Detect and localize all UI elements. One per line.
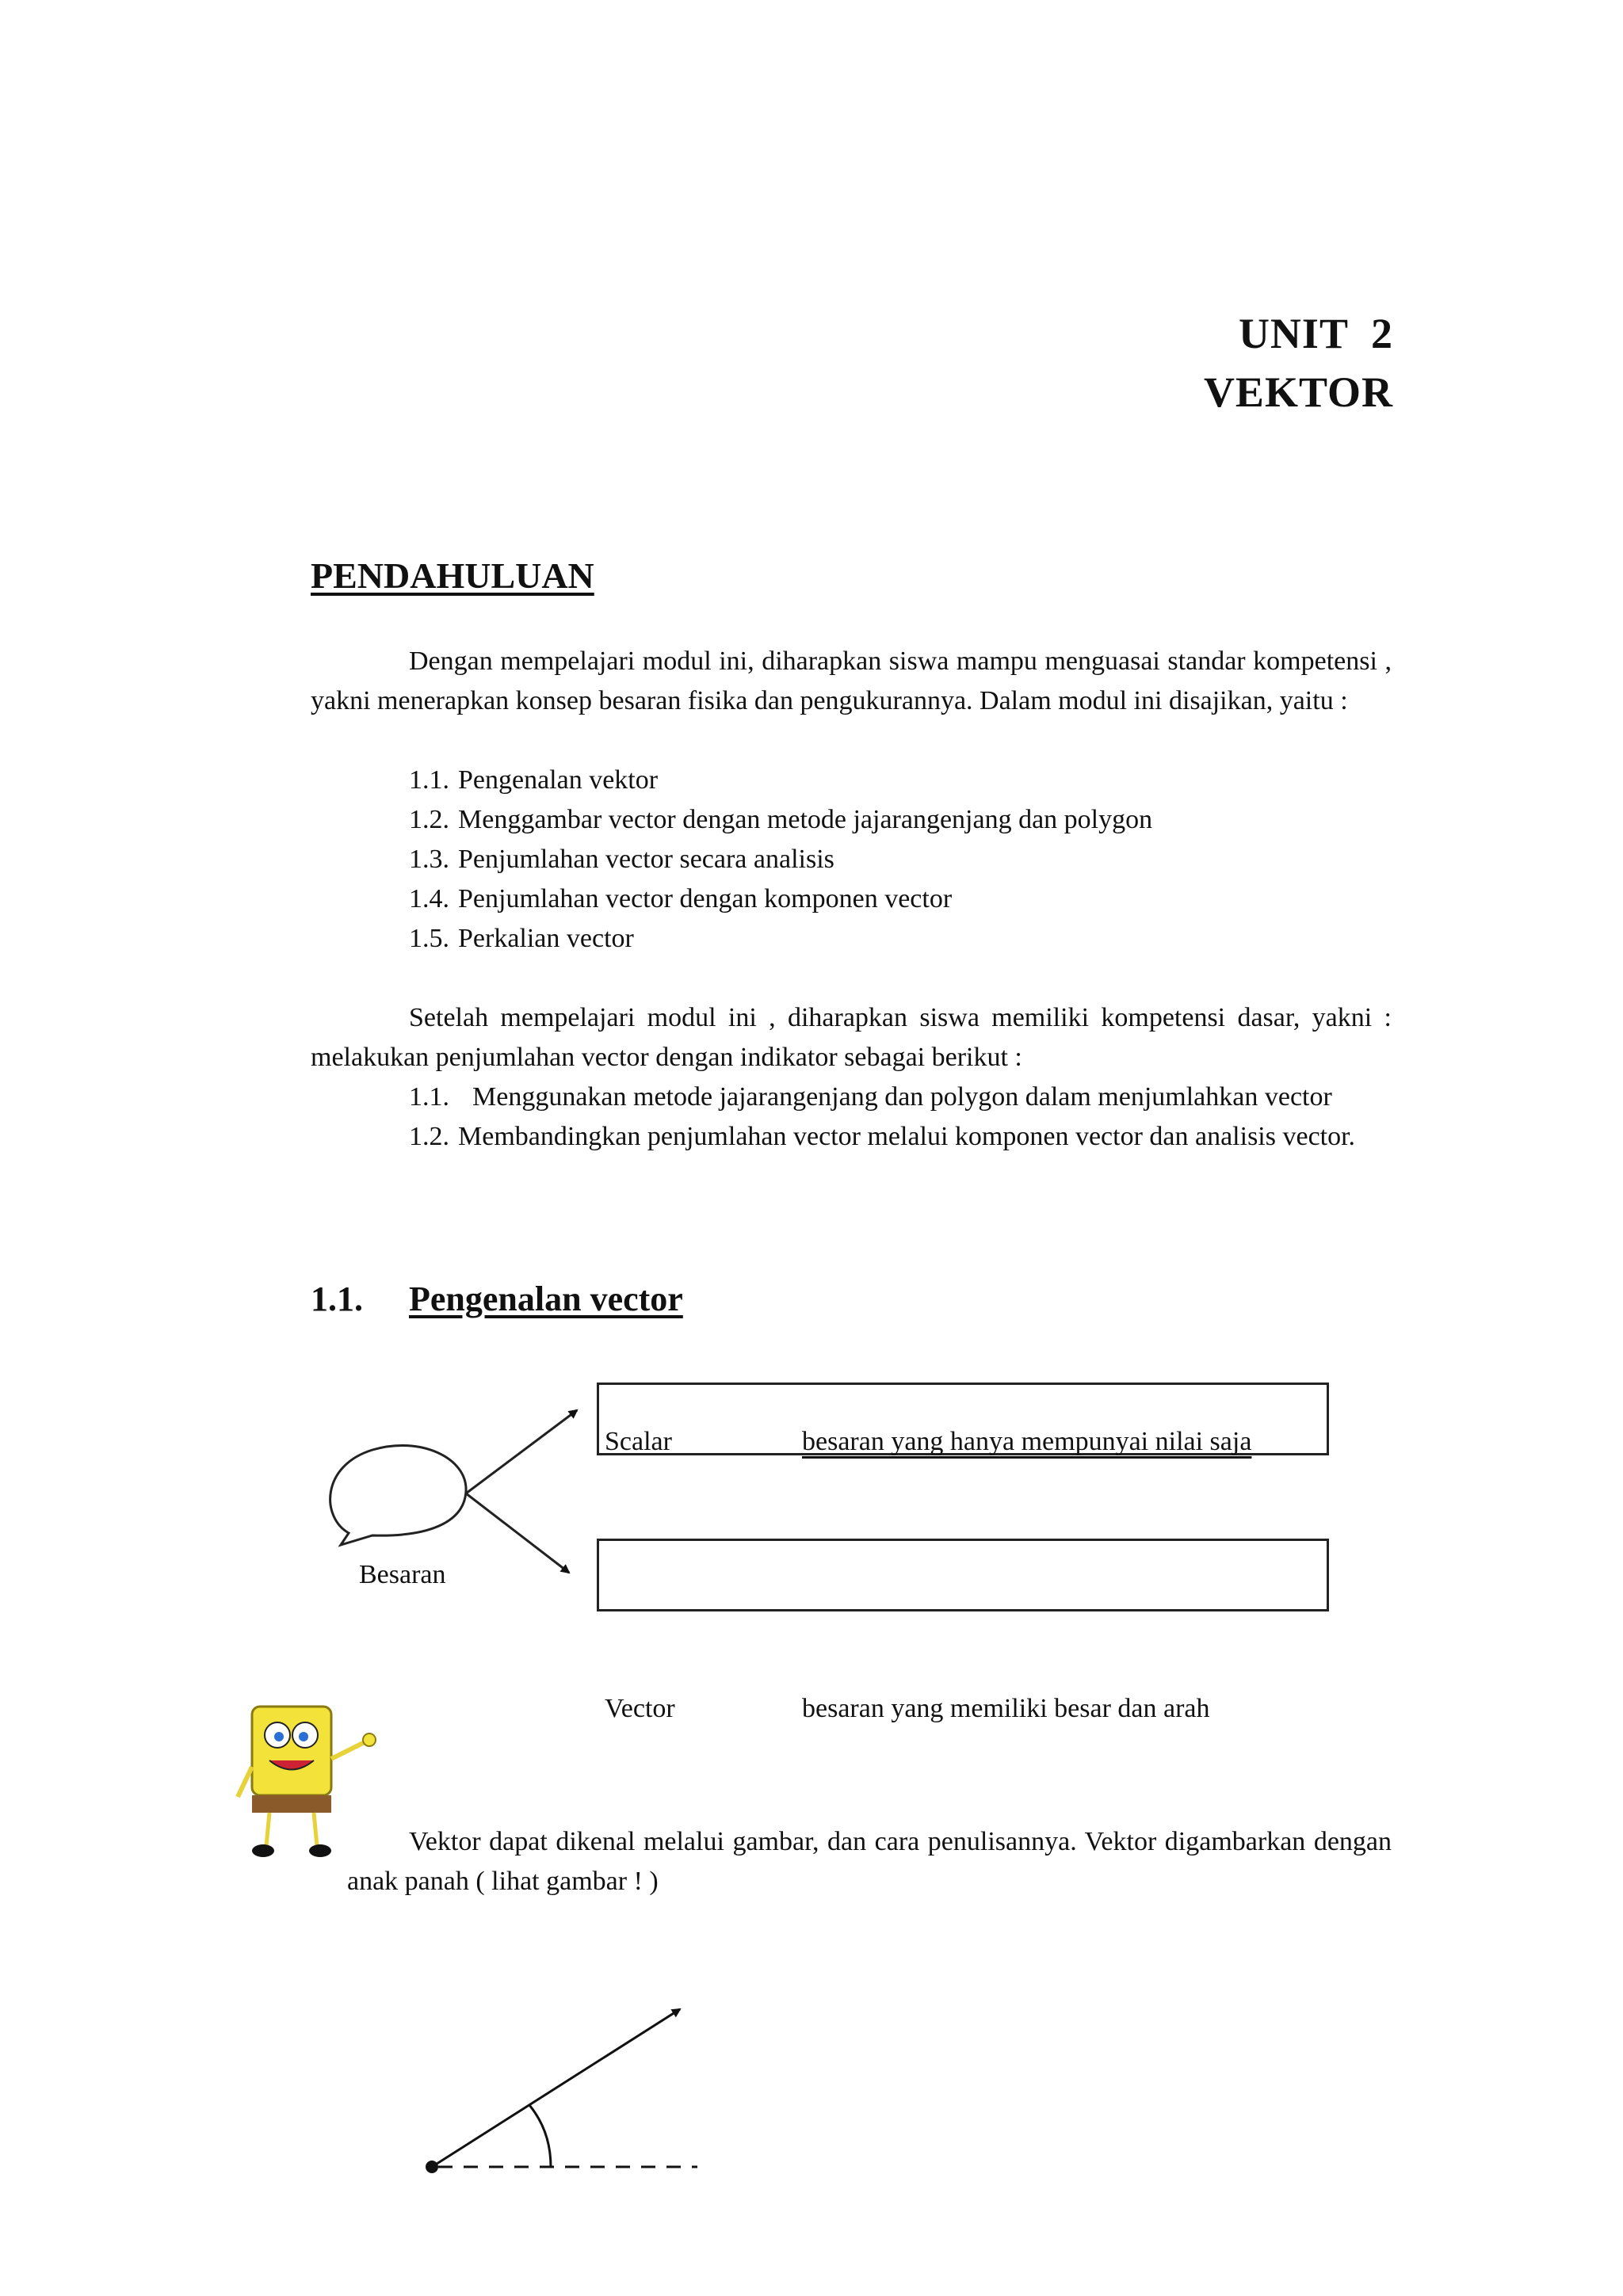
list-item-number: 1.5. — [409, 924, 449, 953]
unit-number: UNIT 2 — [1238, 310, 1393, 357]
list-item-number: 1.2. — [409, 1122, 449, 1151]
scalar-definition: besaran yang hanya mempunyai nilai saja — [802, 1427, 1252, 1456]
vector-term: Vector — [605, 1694, 675, 1723]
vector-arrow — [432, 2009, 680, 2167]
list-item-text: Penjumlahan vector dengan komponen vector — [458, 884, 953, 913]
list-item-text: Membandingkan penjumlahan vector melalui komponen vector dan analisis vector. — [458, 1122, 1356, 1151]
vector-box — [597, 1539, 1329, 1611]
section-number: 1.1. — [311, 1280, 363, 1318]
list-item-text: Pengenalan vektor — [458, 765, 659, 795]
vector-paragraph — [347, 1822, 1392, 1901]
besaran-label: Besaran — [359, 1560, 446, 1589]
speech-bubble-icon — [330, 1445, 466, 1545]
list-item-text: Menggunakan metode jajarangenjang dan polygon dalam menjumlahkan vector — [472, 1082, 1332, 1112]
intro-paragraph-2-text: Setelah mempelajari modul ini , diharapkan siswa memiliki kompetensi dasar, yakni : melakukan penjumlahan vector dengan indikator sebagai berikut : — [311, 1003, 1392, 1072]
list-item-number: 1.1. — [409, 765, 449, 795]
arrow-to-scalar — [466, 1410, 577, 1493]
section-title: Pengenalan vector — [409, 1280, 683, 1318]
unit-topic: VEKTOR — [1203, 368, 1393, 416]
intro-heading: PENDAHULUAN — [311, 555, 594, 596]
list-item-text: Perkalian vector — [458, 924, 634, 953]
angle-arc — [529, 2105, 551, 2167]
vector-paragraph-text: Vektor dapat dikenal melalui gambar, dan cara penulisannya. Vektor digambarkan dengan anak panah ( lihat gambar ! ) — [347, 1827, 1392, 1896]
list-item-number: 1.1. — [409, 1082, 449, 1112]
vector-definition: besaran yang memiliki besar dan arah — [802, 1694, 1210, 1723]
scalar-term: Scalar — [605, 1427, 672, 1456]
arrow-to-vector — [466, 1493, 569, 1573]
list-item-text: Menggambar vector dengan metode jajarangenjang dan polygon — [458, 805, 1153, 834]
list-item-number: 1.3. — [409, 845, 449, 874]
intro-paragraph-1-text: Dengan mempelajari modul ini, diharapkan siswa mampu menguasai standar kompetensi , yakni menerapkan konsep besaran fisika dan pengukurannya. Dalam modul ini disajikan, yaitu : — [311, 646, 1392, 715]
list-item-number: 1.4. — [409, 884, 449, 913]
list-item-number: 1.2. — [409, 805, 449, 834]
list-item-text: Penjumlahan vector secara analisis — [458, 845, 834, 874]
